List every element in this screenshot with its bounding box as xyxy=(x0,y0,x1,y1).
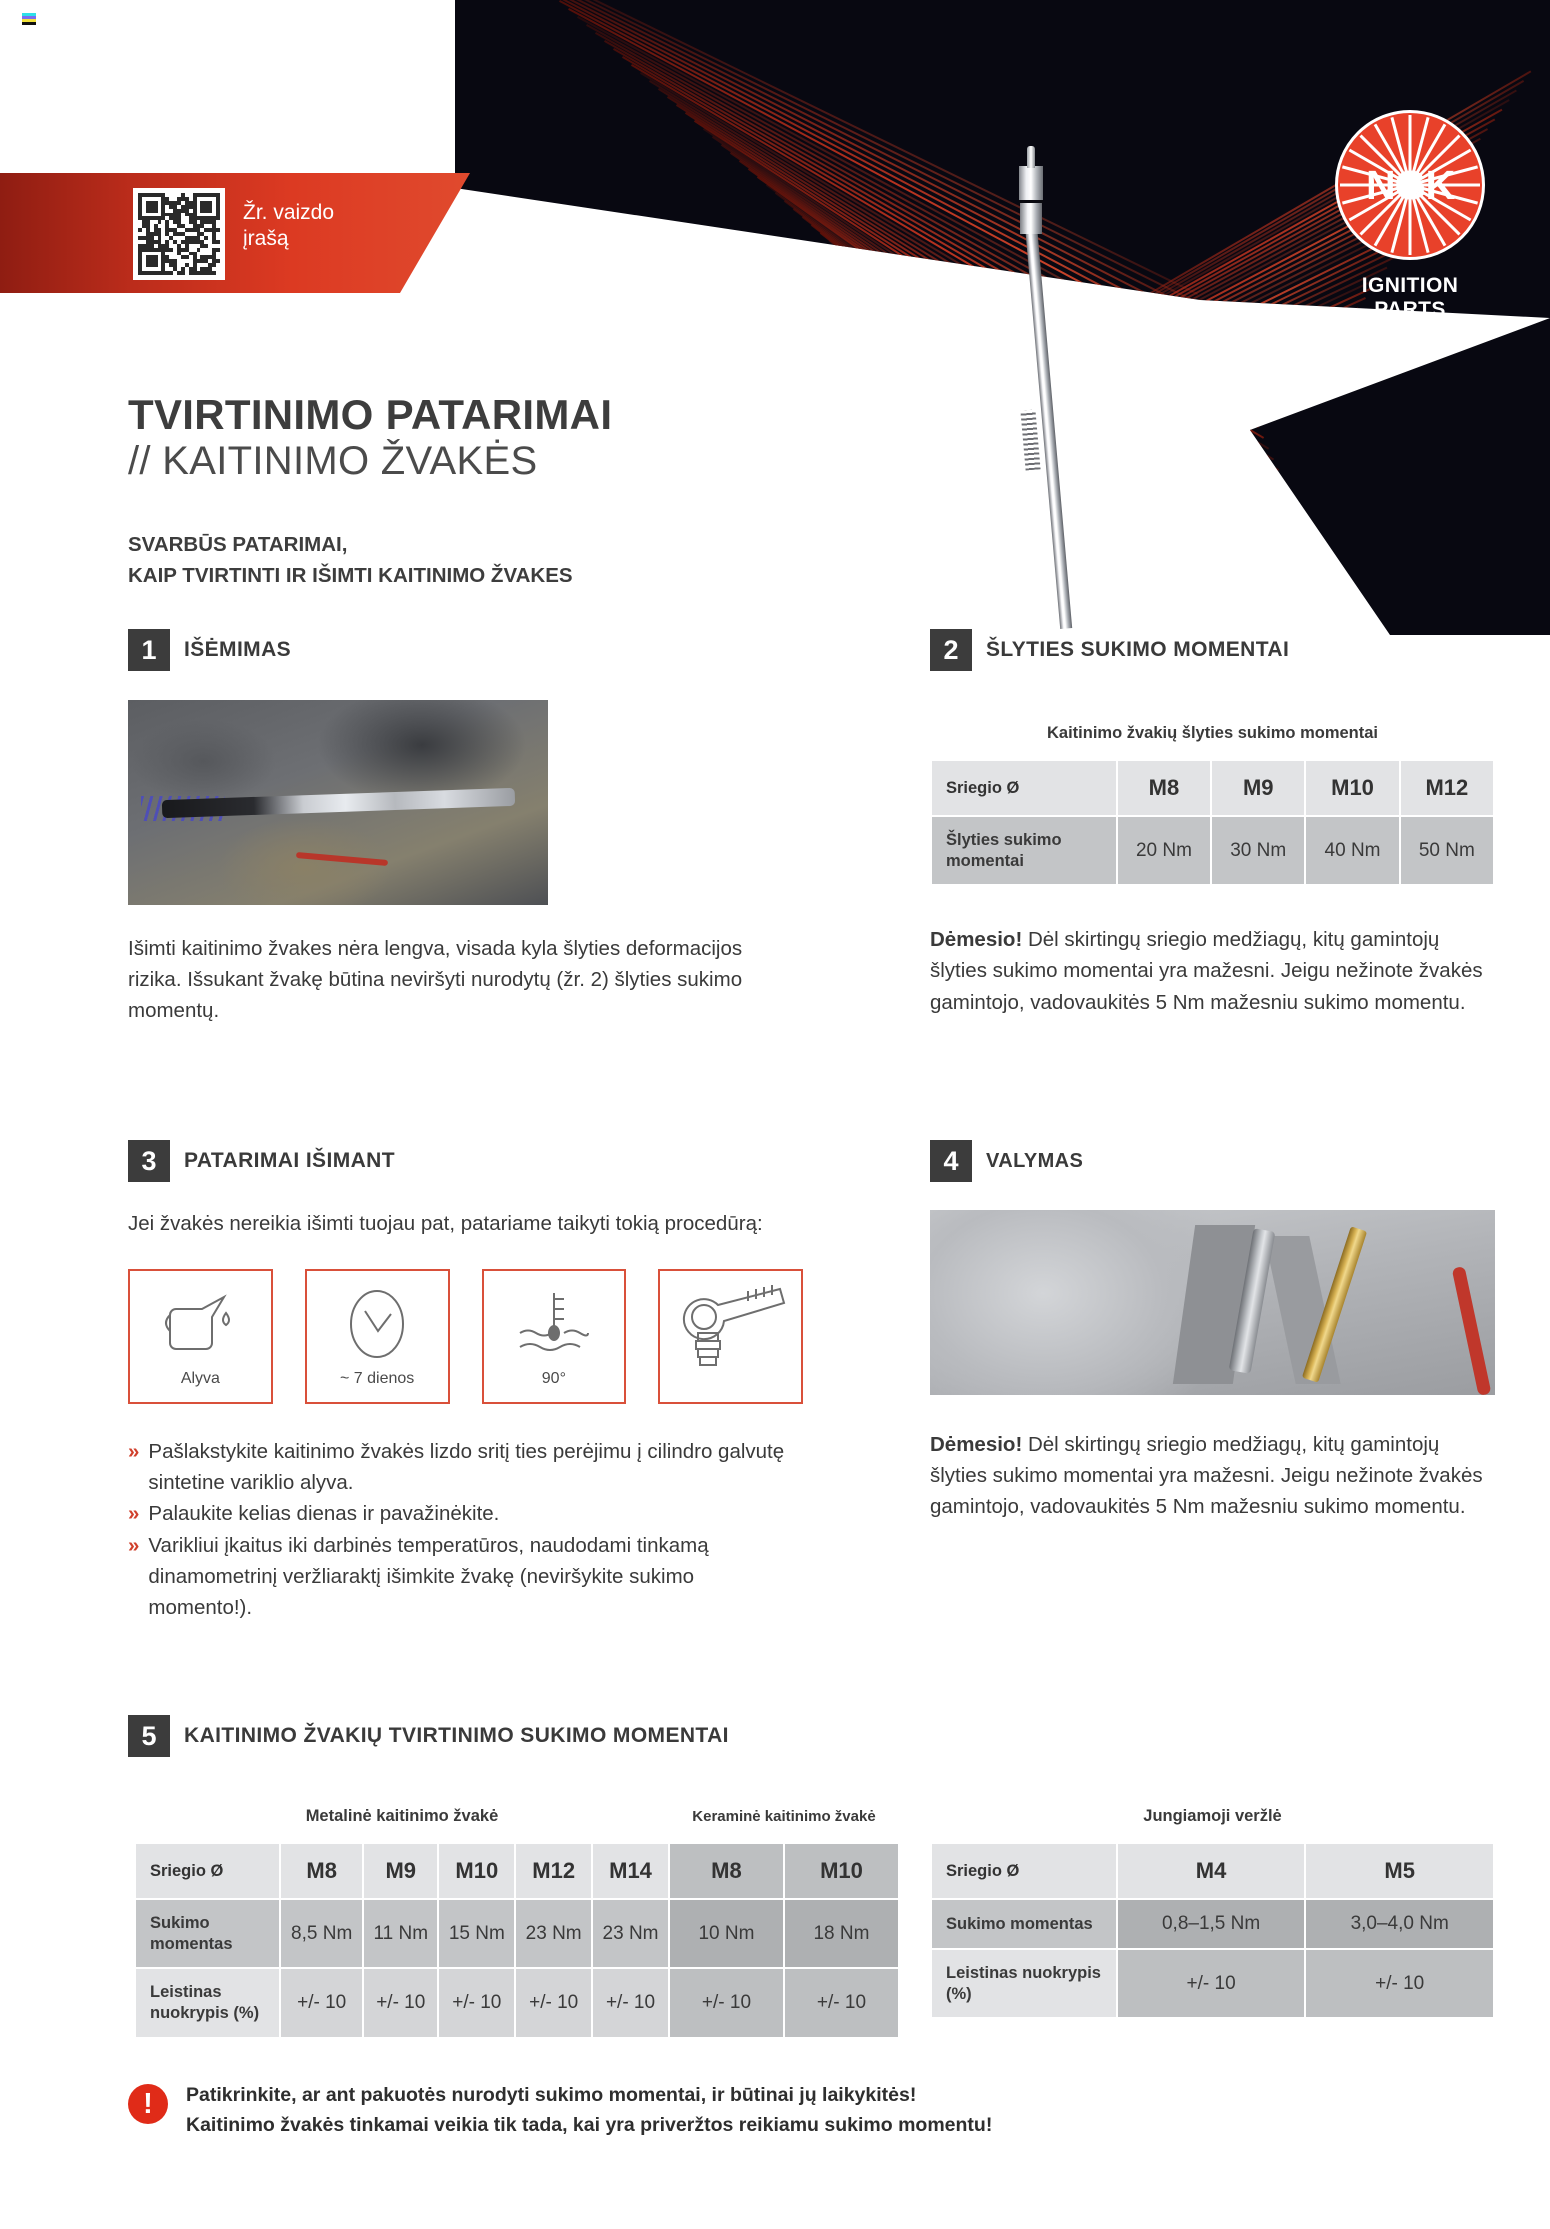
nut-torque-m5: 3,0–4,0 Nm xyxy=(1305,1899,1494,1949)
section-4-note xyxy=(930,1429,1495,1522)
table-row xyxy=(135,1843,899,1899)
title-line-1: TVIRTINIMO PATARIMAI xyxy=(128,391,613,438)
section-4-note-text: Dėl skirtingų sriegio medžiagų, kitų gamintojų šlyties sukimo momentai yra mažesni. Jeigu nežinote žvakės gamintojo, vadovaukitės 5 Nm mažesniu sukimo momentu. xyxy=(930,1433,1483,1519)
plug-metal-torque-4: 23 Nm xyxy=(515,1899,592,1968)
shear-torque-m8: 20 Nm xyxy=(1117,816,1211,885)
ngk-logo-text: NGK xyxy=(1365,161,1455,208)
plug-metal-tol-4: +/- 10 xyxy=(515,1968,592,2037)
title-line-2: // KAITINIMO ŽVAKĖS xyxy=(128,439,538,484)
plug-table-tol-label: Leistinas nuokrypis (%) xyxy=(135,1968,280,2037)
icon-box-days xyxy=(305,1269,450,1404)
ngk-brand-block xyxy=(1300,110,1520,322)
section-1-header xyxy=(128,629,803,671)
section-5-number: 5 xyxy=(128,1715,170,1757)
plug-metal-thread-4: M12 xyxy=(515,1843,592,1899)
qr-label-line2: įrašą xyxy=(243,227,289,251)
shear-table-thread-label: Sriegio Ø xyxy=(931,760,1117,816)
plug-metal-tol-3: +/- 10 xyxy=(438,1968,515,2037)
icon-box-days-caption: ~ 7 dienos xyxy=(339,1370,415,1388)
section-2-header xyxy=(930,629,1495,671)
section-4-header xyxy=(930,1140,1495,1182)
plug-ceramic-tol-2: +/- 10 xyxy=(784,1968,899,2037)
shear-table-torque-label: Šlyties sukimo momentai xyxy=(931,816,1117,885)
plug-table-ceramic-caption: Keraminė kaitinimo žvakė xyxy=(669,1790,899,1843)
section-2 xyxy=(930,629,1495,1018)
section-2-note-bold: Dėmesio! xyxy=(930,928,1023,952)
shear-torque-table xyxy=(930,706,1495,886)
footer-warning xyxy=(128,2080,1388,2140)
shear-table-caption: Kaitinimo žvakių šlyties sukimo momentai xyxy=(931,707,1494,760)
ngk-tagline-line1: IGNITION xyxy=(1361,274,1459,297)
clock-icon xyxy=(331,1287,423,1361)
plug-ceramic-thread-2: M10 xyxy=(784,1843,899,1899)
shear-torque-m10: 40 Nm xyxy=(1305,816,1399,885)
torque-wrench-icon xyxy=(676,1283,786,1393)
section-5 xyxy=(128,1715,729,1757)
ngk-tagline xyxy=(1300,274,1520,322)
plug-metal-thread-2: M9 xyxy=(363,1843,438,1899)
table-row xyxy=(931,816,1494,885)
section-1-paragraph: Išimti kaitinimo žvakes nėra lengva, visada kyla šlyties deformacijos rizika. Išsukant žvakę būtina neviršyti nurodytų (žr. 2) šlyties sukimo momentų. xyxy=(128,937,743,1023)
subtitle-line-2: KAIP TVIRTINTI IR IŠIMTI KAITINIMO ŽVAKES xyxy=(128,563,573,587)
plug-ceramic-torque-2: 18 Nm xyxy=(784,1899,899,1968)
bullet-text-3: Varikliui įkaitus iki darbinės temperatūros, naudodami tinkamą dinamometrinį veržliaraktį išimkite žvakę (neviršykite sukimo momento!). xyxy=(148,1533,709,1619)
qr-label-line1: Žr. vaizdo xyxy=(243,201,335,224)
section-2-title: ŠLYTIES SUKIMO MOMENTAI xyxy=(986,638,1290,661)
list-item xyxy=(128,1436,788,1498)
cleaning-photo xyxy=(930,1210,1495,1395)
plug-metal-thread-1: M8 xyxy=(280,1843,363,1899)
shear-thread-m10: M10 xyxy=(1305,760,1399,816)
plug-torque-table xyxy=(134,1789,900,2039)
plug-ceramic-thread-1: M8 xyxy=(669,1843,784,1899)
footer-warning-text xyxy=(186,2080,992,2140)
ngk-tagline-line2: PARTS xyxy=(1374,298,1446,322)
bullet-text-1: Pašlakstykite kaitinimo žvakės lizdo sritį ties perėjimu į cilindro galvutę sintetine variklio alyva. xyxy=(148,1440,785,1495)
table-row xyxy=(135,1968,899,2037)
plug-table-torque-label: Sukimo momentas xyxy=(135,1899,280,1968)
section-3 xyxy=(128,1140,803,1623)
plug-metal-thread-5: M14 xyxy=(592,1843,669,1899)
table-row xyxy=(135,1899,899,1968)
nut-table-tol-label: Leistinas nuokrypis (%) xyxy=(931,1949,1117,2018)
section-4-title: VALYMAS xyxy=(986,1149,1084,1172)
cmyk-registration-mark xyxy=(22,13,36,26)
section-3-title: PATARIMAI IŠIMANT xyxy=(184,1149,395,1172)
shear-thread-m9: M9 xyxy=(1211,760,1305,816)
page-subtitle xyxy=(128,530,573,592)
qr-banner-label xyxy=(243,200,413,253)
page-title xyxy=(128,392,612,484)
thermometer-icon xyxy=(508,1287,600,1361)
bullet-text-2: Palaukite kelias dienas ir pavažinėkite. xyxy=(148,1502,500,1526)
section-3-paragraph: Jei žvakės nereikia išimti tuojau pat, patariame taikyti tokią procedūrą: xyxy=(128,1212,763,1235)
plug-metal-torque-2: 11 Nm xyxy=(363,1899,438,1968)
table-row xyxy=(931,1949,1494,2018)
section-2-note-text: Dėl skirtingų sriegio medžiagų, kitų gamintojų šlyties sukimo momentai yra mažesni. Jeigu nežinote žvakės gamintojo, vadovaukitės 5 Nm mažesniu sukimo momentu. xyxy=(930,928,1483,1014)
plug-metal-tol-1: +/- 10 xyxy=(280,1968,363,2037)
section-3-header xyxy=(128,1140,803,1182)
subtitle-line-1: SVARBŪS PATARIMAI, xyxy=(128,533,348,556)
table-row xyxy=(931,1843,1494,1899)
exclamation-icon: ! xyxy=(128,2084,168,2124)
icon-box-temperature xyxy=(482,1269,627,1404)
glow-plug-image xyxy=(995,140,1065,630)
plug-metal-torque-3: 15 Nm xyxy=(438,1899,515,1968)
nut-torque-table xyxy=(930,1789,1495,2019)
plug-metal-torque-1: 8,5 Nm xyxy=(280,1899,363,1968)
plug-table-metal-caption: Metalinė kaitinimo žvakė xyxy=(135,1790,669,1843)
plug-metal-tol-2: +/- 10 xyxy=(363,1968,438,2037)
nut-tol-m4: +/- 10 xyxy=(1117,1949,1306,2018)
section-2-note xyxy=(930,924,1495,1017)
icon-box-oil xyxy=(128,1269,273,1404)
table-row xyxy=(931,760,1494,816)
oil-can-icon xyxy=(154,1287,246,1361)
section-4 xyxy=(930,1140,1495,1522)
bullet-marker-icon: » xyxy=(128,1502,140,1526)
icon-box-temperature-caption: 90° xyxy=(541,1370,566,1388)
plug-metal-torque-5: 23 Nm xyxy=(592,1899,669,1968)
ngk-logo-icon xyxy=(1335,110,1485,260)
icon-box-oil-caption: Alyva xyxy=(180,1370,220,1388)
section-1-number: 1 xyxy=(128,629,170,671)
bullet-marker-icon: » xyxy=(128,1440,140,1464)
nut-thread-m4: M4 xyxy=(1117,1843,1306,1899)
nut-torque-table-wrap xyxy=(930,1789,1495,2019)
section-5-title: KAITINIMO ŽVAKIŲ TVIRTINIMO SUKIMO MOMENTAI xyxy=(184,1724,729,1747)
shear-torque-m12: 50 Nm xyxy=(1400,816,1494,885)
section-1-title: IŠĖMIMAS xyxy=(184,638,292,661)
plug-metal-tol-5: +/- 10 xyxy=(592,1968,669,2037)
plug-metal-thread-3: M10 xyxy=(438,1843,515,1899)
plug-torque-table-wrap xyxy=(134,1789,900,2039)
qr-module xyxy=(216,271,220,275)
footer-warning-line2: Kaitinimo žvakės tinkamai veikia tik tada, kai yra priveržtos reikiamu sukimo momentu! xyxy=(186,2114,993,2137)
table-row xyxy=(931,707,1494,760)
section-4-number: 4 xyxy=(930,1140,972,1182)
nut-tol-m5: +/- 10 xyxy=(1305,1949,1494,2018)
section-5-header xyxy=(128,1715,729,1757)
shear-thread-m12: M12 xyxy=(1400,760,1494,816)
section-4-note-bold: Dėmesio! xyxy=(930,1433,1023,1456)
plug-table-thread-label: Sriegio Ø xyxy=(135,1843,280,1899)
nut-table-torque-label: Sukimo momentas xyxy=(931,1899,1117,1949)
procedure-bullet-list xyxy=(128,1436,788,1623)
nut-table-caption: Jungiamoji veržlė xyxy=(931,1790,1494,1843)
list-item xyxy=(128,1498,788,1529)
nut-table-thread-label: Sriegio Ø xyxy=(931,1843,1117,1899)
footer-warning-line1: Patikrinkite, ar ant pakuotės nurodyti sukimo momentai, ir būtinai jų laikykitės! xyxy=(186,2084,917,2106)
table-row xyxy=(931,1790,1494,1843)
procedure-icon-row xyxy=(128,1269,803,1404)
icon-box-wrench xyxy=(658,1269,803,1404)
table-row xyxy=(135,1790,899,1843)
shear-torque-m9: 30 Nm xyxy=(1211,816,1305,885)
nut-torque-m4: 0,8–1,5 Nm xyxy=(1117,1899,1306,1949)
section-1 xyxy=(128,629,803,1026)
list-item xyxy=(128,1530,788,1623)
nut-thread-m5: M5 xyxy=(1305,1843,1494,1899)
section-2-number: 2 xyxy=(930,629,972,671)
qr-code[interactable] xyxy=(133,188,225,280)
shear-thread-m8: M8 xyxy=(1117,760,1211,816)
bullet-marker-icon: » xyxy=(128,1533,140,1557)
plug-ceramic-torque-1: 10 Nm xyxy=(669,1899,784,1968)
section-3-number: 3 xyxy=(128,1140,170,1182)
table-row xyxy=(931,1899,1494,1949)
engine-removal-photo xyxy=(128,700,548,905)
plug-ceramic-tol-1: +/- 10 xyxy=(669,1968,784,2037)
